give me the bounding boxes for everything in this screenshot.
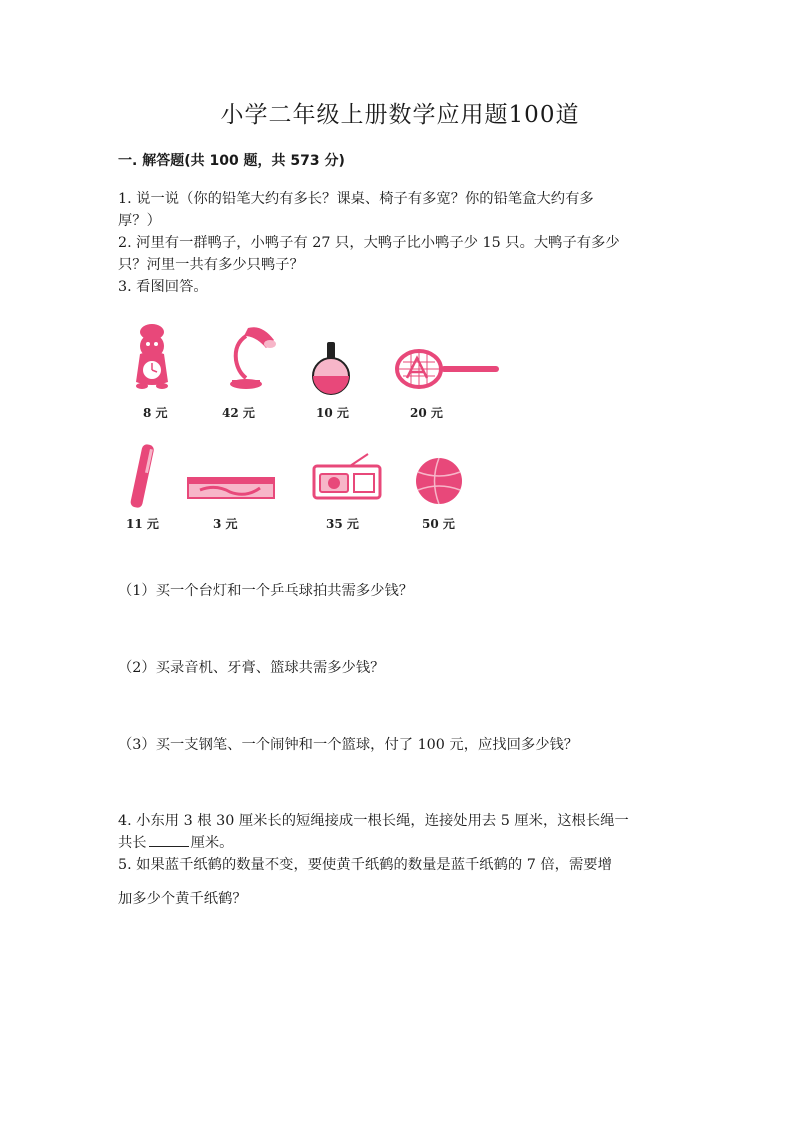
price-alarm-clock: 8 元 bbox=[143, 406, 168, 420]
q3-sub2: （2）买录音机、牙膏、篮球共需多少钱？ bbox=[118, 660, 385, 676]
price-tape-recorder: 35 元 bbox=[326, 517, 359, 531]
toothpaste-item bbox=[186, 474, 278, 502]
q5-line1: 5. 如果蓝千纸鹤的数量不变，要使黄千纸鹤的数量是蓝千纸鹤的 7 倍，需要增 bbox=[118, 857, 612, 873]
ping-pong-paddle-icon bbox=[310, 340, 352, 396]
price-pen: 11 元 bbox=[126, 517, 159, 531]
price-ping-pong-paddle: 10 元 bbox=[316, 406, 349, 420]
price-tennis-racket: 20 元 bbox=[410, 406, 443, 420]
tennis-racket-icon bbox=[395, 348, 501, 390]
q4-line2-suffix: 厘米。 bbox=[190, 835, 234, 851]
q4-line2 bbox=[118, 832, 233, 852]
q3-sub1: （1）买一个台灯和一个乒乓球拍共需多少钱？ bbox=[118, 583, 414, 599]
answer-blank[interactable] bbox=[149, 846, 189, 847]
desk-lamp-item bbox=[218, 322, 278, 392]
pen-item bbox=[124, 442, 160, 512]
desk-lamp-icon bbox=[218, 322, 278, 392]
tape-recorder-icon bbox=[310, 452, 384, 502]
tennis-racket-item bbox=[395, 348, 501, 390]
tape-recorder-item bbox=[310, 452, 384, 502]
price-toothpaste: 3 元 bbox=[213, 517, 238, 531]
price-desk-lamp: 42 元 bbox=[222, 406, 255, 420]
q2-line1: 2. 河里有一群鸭子，小鸭子有 27 只，大鸭子比小鸭子少 15 只。大鸭子有多少 bbox=[118, 235, 620, 251]
price-basketball: 50 元 bbox=[422, 517, 455, 531]
q3-sub3: （3）买一支钢笔、一个闹钟和一个篮球，付了 100 元，应找回多少钱？ bbox=[118, 737, 579, 753]
section-heading: 一. 解答题(共 100 题，共 573 分) bbox=[118, 153, 345, 169]
basketball-item bbox=[412, 456, 466, 506]
pen-icon bbox=[124, 442, 160, 512]
alarm-clock-item bbox=[130, 322, 180, 392]
page-title: 小学二年级上册数学应用题100道 bbox=[220, 102, 580, 128]
basketball-icon bbox=[412, 456, 466, 506]
q3-line1: 3. 看图回答。 bbox=[118, 279, 208, 295]
q4-line1: 4. 小东用 3 根 30 厘米长的短绳接成一根长绳，连接处用去 5 厘米，这根长绳一 bbox=[118, 813, 629, 829]
q5-line2: 加多少个黄千纸鹤？ bbox=[118, 891, 247, 907]
q1-line1: 1. 说一说（你的铅笔大约有多长？课桌、椅子有多宽？你的铅笔盒大约有多 bbox=[118, 191, 594, 207]
toothpaste-icon bbox=[186, 474, 278, 502]
ping-pong-paddle-item bbox=[310, 340, 352, 396]
alarm-clock-icon bbox=[130, 322, 180, 392]
q1-line2: 厚？） bbox=[118, 213, 161, 229]
q2-line2: 只？河里一共有多少只鸭子？ bbox=[118, 257, 304, 273]
q4-line2-prefix: 共长 bbox=[118, 835, 147, 851]
